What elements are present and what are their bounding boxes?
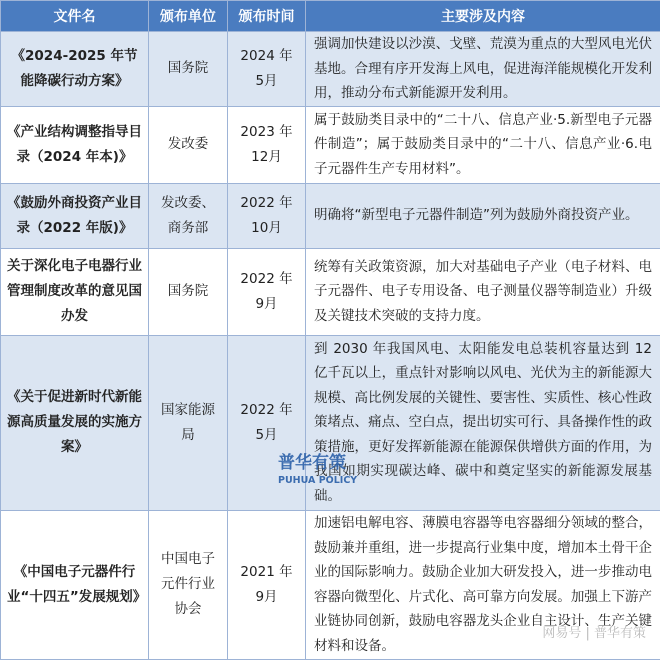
table-row (1, 248, 660, 335)
issuer: 中国电子元件行业协会 (149, 510, 228, 659)
content: 到 2030 年我国风电、太阳能发电总装机容量达到 12 亿千瓦以上，重点针对影响以风电、光伏为主的新能源大规模、高比例发展的关键性、要害性、实质性、核心性政策堵点、痛点、空白点，提出切实可行、具备操作性的政策措施，更好发挥新能源在能源保供增供方面的作用，为我国如期实现碳达峰、碳中和奠定坚实的新能源发展基础。 (306, 335, 660, 510)
date: 2024 年 5月 (228, 32, 306, 107)
source-watermark: 网易号 | 普华有策 (542, 622, 646, 641)
col-header-name: 文件名 (1, 1, 149, 32)
date: 2022 年 10月 (228, 183, 306, 248)
doc-name: 《产业结构调整指导目录（2024 年本)》 (1, 106, 149, 183)
content: 统筹有关政策资源，加大对基础电子产业（电子材料、电子元器件、电子专用设备、电子测量仪器等制造业）升级及关键技术突破的支持力度。 (306, 248, 660, 335)
watermark-en: PUHUA POLICY (278, 472, 357, 490)
issuer: 发改委、商务部 (149, 183, 228, 248)
doc-name: 关于深化电子电器行业管理制度改革的意见国办发 (1, 248, 149, 335)
doc-name: 《中国电子元器件行业“十四五”发展规划》 (1, 510, 149, 659)
issuer: 国家能源局 (149, 335, 228, 510)
col-header-date: 颁布时间 (228, 1, 306, 32)
doc-name: 《关于促进新时代新能源高质量发展的实施方案》 (1, 335, 149, 510)
date: 2022 年 9月 (228, 248, 306, 335)
col-header-content: 主要涉及内容 (306, 1, 660, 32)
content: 属于鼓励类目录中的“二十八、信息产业·5.新型电子元器件制造”；属于鼓励类目录中的“二十八、信息产业·6.电子元器件生产专用材料”。 (306, 106, 660, 183)
col-header-issuer: 颁布单位 (149, 1, 228, 32)
watermark-logo (278, 454, 357, 490)
table-row (1, 32, 660, 107)
date: 2021 年 9月 (228, 510, 306, 659)
watermark-cn: 普华有策 (278, 453, 346, 473)
date: 2022 年 5月 (228, 335, 306, 510)
issuer: 国务院 (149, 32, 228, 107)
doc-name: 《2024-2025 年节能降碳行动方案》 (1, 32, 149, 107)
issuer: 国务院 (149, 248, 228, 335)
content: 加速铝电解电容、薄膜电容器等电容器细分领域的整合，鼓励兼并重组，进一步提高行业集中度，增加本土骨干企业的国际影响力。鼓励企业加大研发投入，进一步推动电容器向微型化、片式化、高可靠方向发展。加强上下游产业链协同创新，鼓励电容器龙头企业自主设计、生产关键材料和设备。 (306, 510, 660, 659)
content: 明确将“新型电子元器件制造”列为鼓励外商投资产业。 (306, 183, 660, 248)
issuer: 发改委 (149, 106, 228, 183)
header-row (1, 1, 660, 32)
date: 2023 年 12月 (228, 106, 306, 183)
doc-name: 《鼓励外商投资产业目录（2022 年版)》 (1, 183, 149, 248)
table-row (1, 183, 660, 248)
content: 强调加快建设以沙漠、戈壁、荒漠为重点的大型风电光伏基地。合理有序开发海上风电，促进海洋能规模化开发利用，推动分布式新能源开发利用。 (306, 32, 660, 107)
table-row (1, 106, 660, 183)
